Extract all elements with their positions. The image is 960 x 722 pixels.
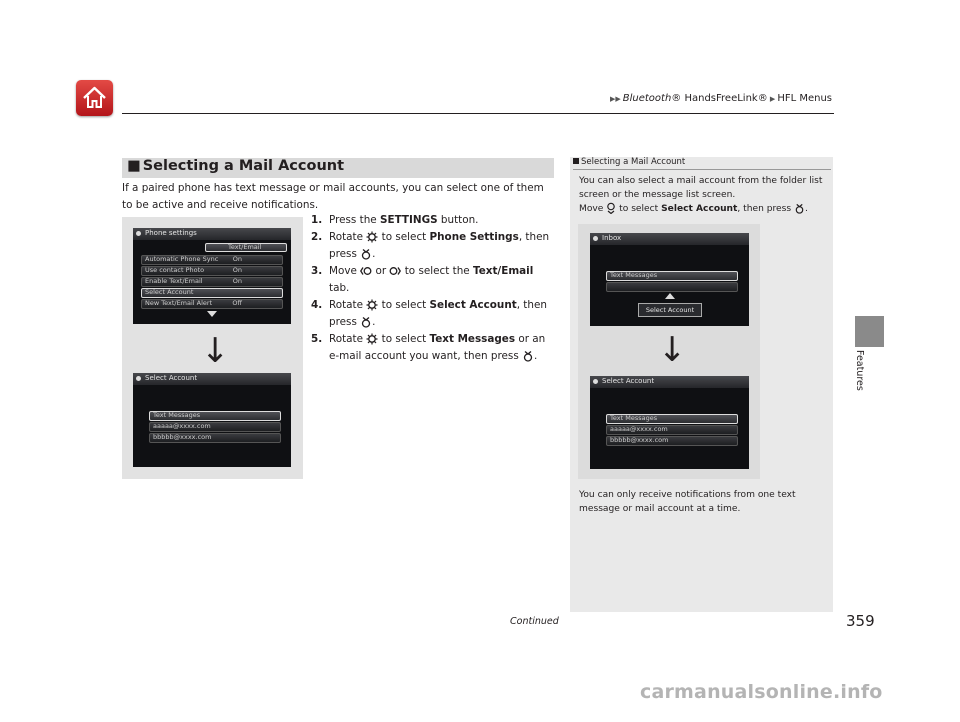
down-arrow-icon: ↓ [201, 331, 230, 371]
chapter-tab[interactable]: Features [854, 350, 865, 391]
breadcrumb-handsfreelink[interactable]: ® HandsFreeLink® [671, 93, 768, 104]
select-account-screen [590, 376, 749, 469]
press-dial-icon [794, 203, 805, 214]
move-left-icon [360, 265, 372, 277]
phone-settings-screen [133, 228, 291, 324]
header-divider [122, 113, 834, 114]
move-right-icon [389, 265, 401, 277]
press-dial-icon [360, 316, 372, 328]
side-note-divider [573, 169, 831, 170]
tab-text-email[interactable]: Text/Email [205, 243, 287, 252]
breadcrumb-bluetooth[interactable]: Bluetooth [622, 93, 672, 104]
screen-title: Select Account [145, 374, 198, 382]
breadcrumb-hfl-menus[interactable]: HFL Menus [777, 93, 832, 104]
page-number: 359 [846, 612, 875, 630]
account-row-text-messages[interactable]: Text Messages [606, 414, 738, 424]
menu-row[interactable]: Use contact Photo On [141, 266, 283, 276]
account-row[interactable]: bbbbb@xxxx.com [149, 433, 281, 443]
home-button[interactable] [76, 80, 113, 116]
down-arrow-icon: ↓ [658, 330, 687, 370]
side-note-text-2: You can only receive notifications from one text message or mail account at a time. [579, 490, 796, 514]
inbox-screen [590, 233, 749, 326]
screen-title: Phone settings [145, 229, 197, 237]
move-up-icon [606, 202, 616, 214]
screenshot-frame-left [122, 217, 303, 479]
intro-paragraph: If a paired phone has text message or mail accounts, you can select one of them to be active and receive notifications. [122, 182, 544, 211]
step-3: 3. Move or to select the Text/Email tab. [311, 265, 534, 294]
step-list [311, 212, 555, 365]
continued-label: Continued [510, 616, 559, 627]
home-icon [81, 84, 108, 111]
select-account-popup-button[interactable]: Select Account [638, 303, 702, 317]
menu-row[interactable]: Enable Text/Email On [141, 277, 283, 287]
chapter-tab-marker [855, 316, 884, 347]
section-heading: ■ Selecting a Mail Account [122, 158, 554, 178]
press-dial-icon [360, 248, 372, 260]
account-row[interactable]: aaaaa@xxxx.com [606, 425, 738, 435]
screen-title: Select Account [602, 377, 655, 385]
account-row-text-messages[interactable]: Text Messages [149, 411, 281, 421]
interface-dial-icon [366, 333, 378, 345]
scroll-up-icon [665, 293, 675, 299]
account-row[interactable]: bbbbb@xxxx.com [606, 436, 738, 446]
section-title: Selecting a Mail Account [142, 158, 345, 174]
side-note-title: Selecting a Mail Account [573, 157, 685, 167]
inbox-row[interactable] [606, 282, 738, 292]
screenshot-frame-right [578, 224, 760, 479]
step-5: 5. Rotate to select Text Messages or an e-mail account you want, then press . [311, 333, 546, 362]
select-account-screen [133, 373, 291, 467]
scroll-down-icon [207, 311, 217, 317]
menu-row[interactable]: Automatic Phone Sync On [141, 255, 283, 265]
interface-dial-icon [366, 299, 378, 311]
menu-row[interactable]: New Text/Email Alert Off [141, 299, 283, 309]
step-4: 4. Rotate to select Select Account, then press . [311, 299, 547, 328]
press-dial-icon [522, 350, 534, 362]
screen-title: Inbox [602, 234, 622, 242]
watermark: carmanualsonline.info [640, 681, 883, 703]
menu-row-select-account[interactable]: Select Account [141, 288, 283, 298]
inbox-row-text-messages[interactable]: Text Messages [606, 271, 738, 281]
breadcrumb: ▶▶ Bluetooth® HandsFreeLink® ▶ HFL Menus [609, 93, 832, 104]
step-2: 2. Rotate to select Phone Settings, then press . [311, 231, 550, 260]
side-note-text: You can also select a mail account from the folder list screen or the message list screen. Move to select Select Account, then press . [579, 176, 823, 214]
account-row[interactable]: aaaaa@xxxx.com [149, 422, 281, 432]
interface-dial-icon [366, 231, 378, 243]
step-1: 1. Press the SETTINGS button. [311, 214, 479, 226]
